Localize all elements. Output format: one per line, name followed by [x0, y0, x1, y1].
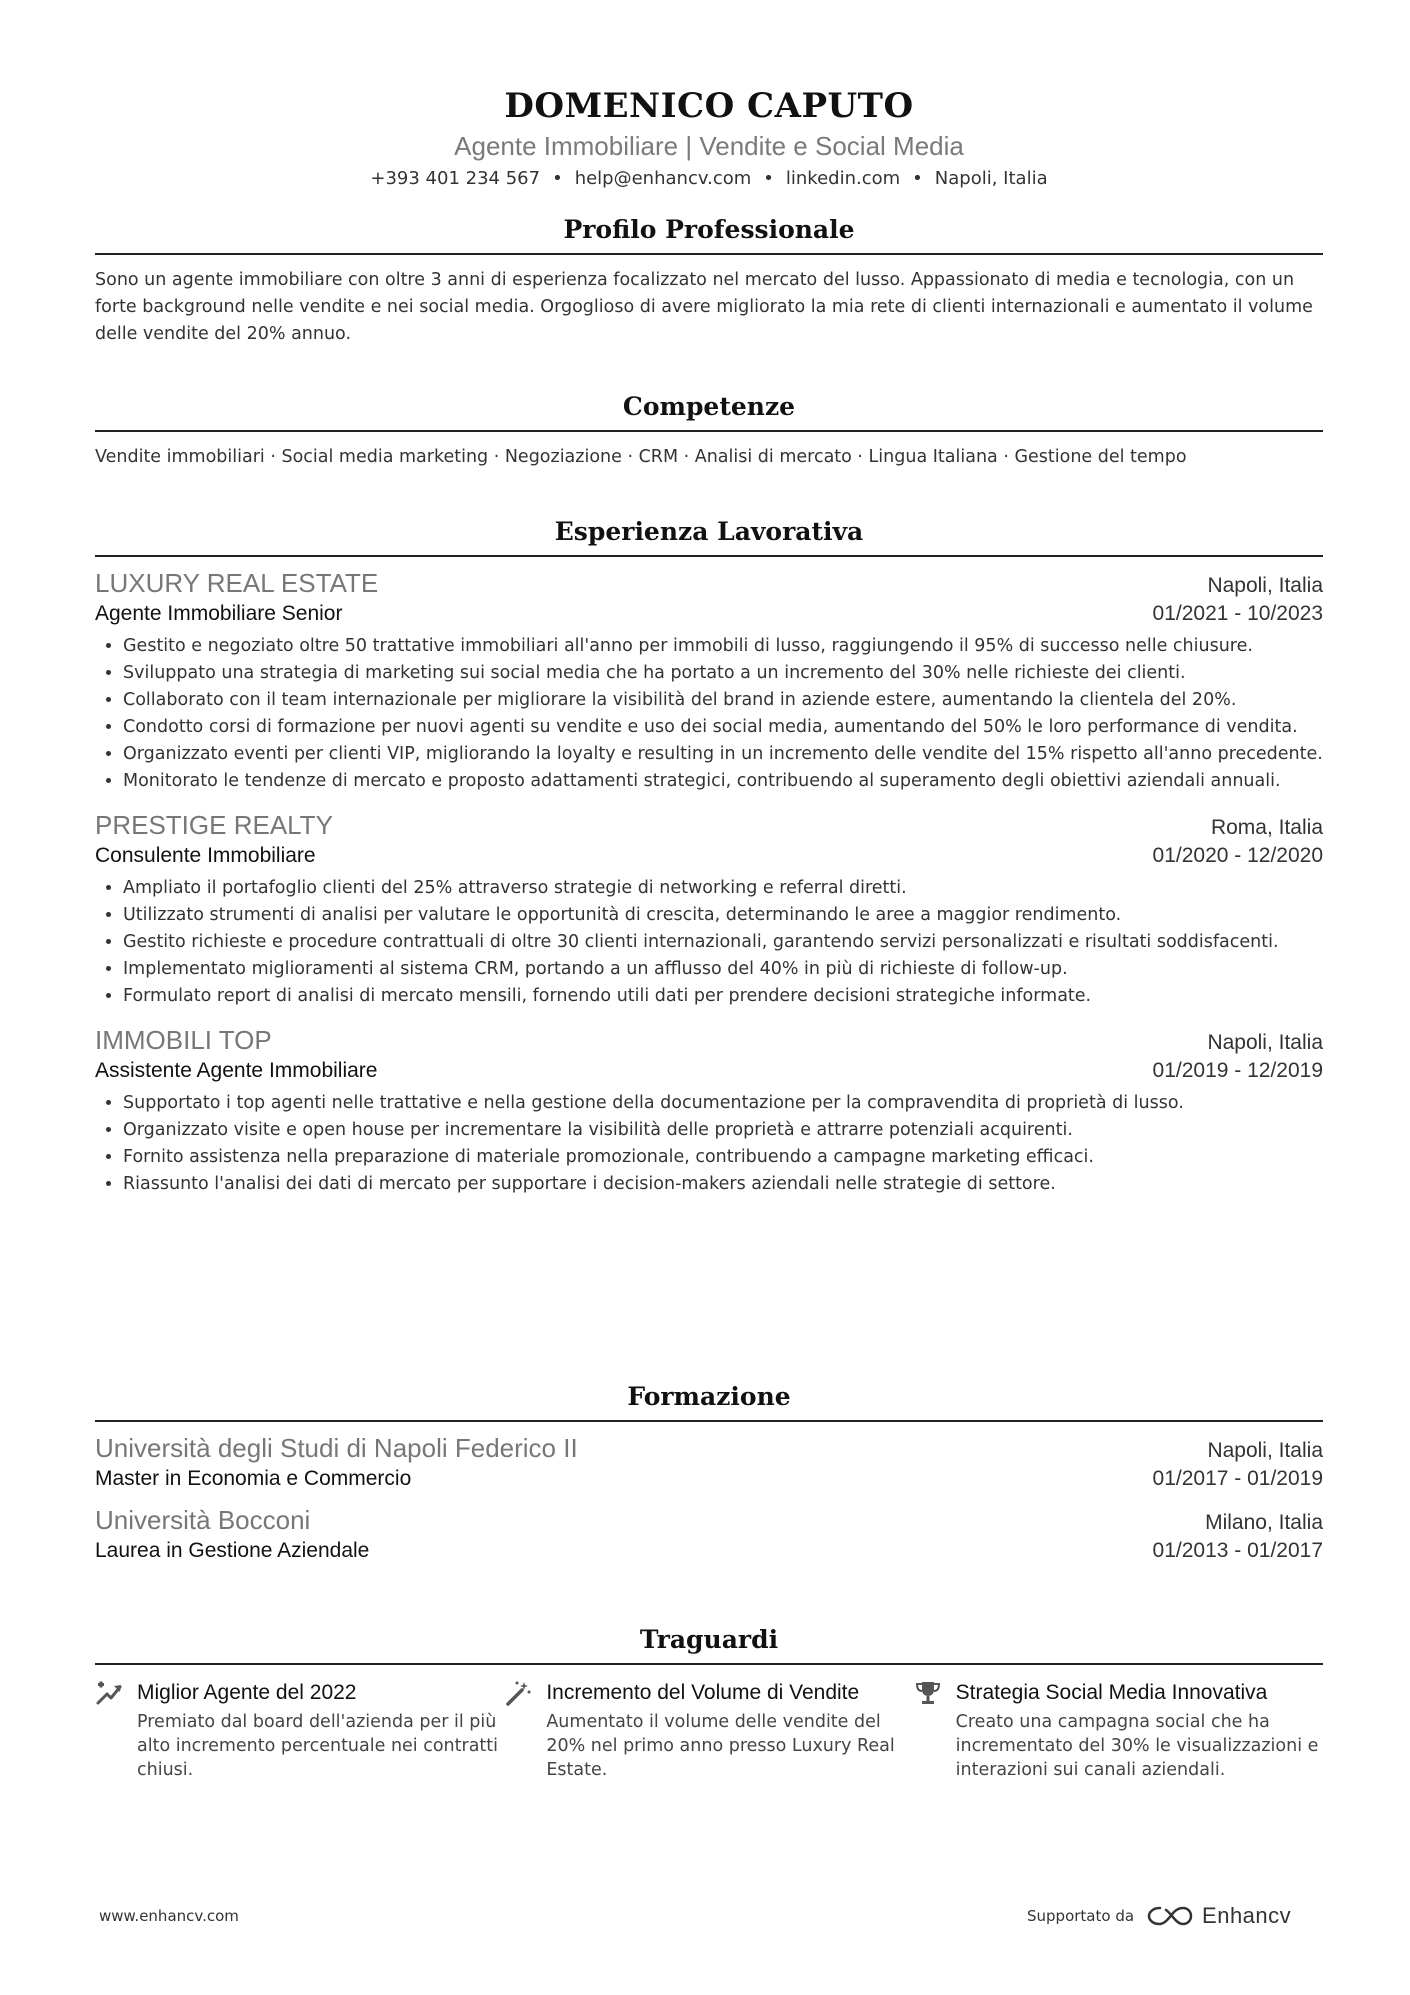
achievement-item	[504, 1679, 913, 1782]
bullet-item: • Organizzato eventi per clienti VIP, migliorando la loyalty e resulting in un incremento delle vendite del 15% rispetto all'anno precedente.	[123, 741, 1323, 768]
bullet-item: • Monitorato le tendenze di mercato e proposto adattamenti strategici, contribuendo al superamento degli obiettivi aziendali annuali.	[123, 768, 1323, 795]
skills-section	[95, 391, 1323, 471]
achievement-title: Miglior Agente del 2022	[137, 1681, 357, 1704]
section-title-education: Formazione	[95, 1381, 1323, 1422]
school-name: Università degli Studi di Napoli Federico II	[95, 1433, 578, 1463]
bullet-separator: •	[763, 168, 774, 189]
candidate-name: DOMENICO CAPUTO	[504, 86, 914, 126]
bullet-item: • Supportato i top agenti nelle trattative e nella gestione della documentazione per la compravendita di proprietà di lusso.	[123, 1090, 1323, 1117]
degree: Laurea in Gestione Aziendale	[95, 1539, 370, 1562]
bullet-item: • Organizzato visite e open house per incrementare la visibilità delle proprietà e attrarre potenziali acquirenti.	[123, 1117, 1323, 1144]
education-dates: 01/2013 - 01/2017	[1152, 1539, 1323, 1562]
bullet-separator: •	[552, 168, 563, 189]
bullet-item: • Ampliato il portafoglio clienti del 25% attraverso strategie di networking e referral diretti.	[123, 875, 1323, 902]
bullet-item: • Formulato report di analisi di mercato mensili, fornendo utili dati per prendere decisioni strategiche informate.	[123, 983, 1323, 1010]
school-location: Milano, Italia	[1205, 1511, 1323, 1534]
achievement-description: Premiato dal board dell'azienda per il più alto incremento percentuale nei contratti chiusi.	[137, 1712, 499, 1780]
company-name: LUXURY REAL ESTATE	[95, 568, 379, 598]
bullet-item: • Condotto corsi di formazione per nuovi agenti su vendite e uso dei social media, aumentando del 50% le loro performance di vendita.	[123, 714, 1323, 741]
job-role: Assistente Agente Immobiliare	[95, 1059, 378, 1082]
bullet-separator: •	[912, 168, 923, 189]
company-name: IMMOBILI TOP	[95, 1025, 272, 1055]
bullet-item: • Implementato miglioramenti al sistema CRM, portando a un afflusso del 40% in più di richieste di follow-up.	[123, 956, 1323, 983]
education-section	[95, 1381, 1323, 1566]
job-entry	[95, 1024, 1323, 1198]
bullet-item: • Fornito assistenza nella preparazione di materiale promozionale, contribuendo a campagne marketing efficaci.	[123, 1144, 1323, 1171]
job-entry	[95, 809, 1323, 1010]
school-location: Napoli, Italia	[1207, 1439, 1323, 1462]
bullet-item: • Utilizzato strumenti di analisi per valutare le opportunità di crescita, determinando le aree a maggior rendimento.	[123, 902, 1323, 929]
section-title-achievements: Traguardi	[95, 1624, 1323, 1665]
company-name: PRESTIGE REALTY	[95, 810, 333, 840]
achievements-grid	[95, 1679, 1323, 1782]
experience-section	[95, 516, 1323, 1198]
achievement-title: Strategia Social Media Innovativa	[955, 1681, 1268, 1704]
section-title-skills: Competenze	[95, 391, 1323, 432]
education-entry	[95, 1432, 1323, 1494]
footer-brand	[1027, 1903, 1291, 1929]
job-bullets	[95, 633, 1323, 795]
resume-page	[95, 0, 1323, 1780]
bullet-item: • Collaborato con il team internazionale per migliorare la visibilità del brand in aziende estere, aumentando la clientela del 20%.	[123, 687, 1323, 714]
skills-list: Vendite immobiliari · Social media marketing · Negoziazione · CRM · Analisi di mercato · Lingua Italiana · Gestione del tempo	[95, 447, 1187, 467]
enhancv-logo-icon	[1146, 1904, 1194, 1928]
education-entry	[95, 1504, 1323, 1566]
achievement-item	[95, 1679, 504, 1782]
bullet-item: • Gestito e negoziato oltre 50 trattative immobiliari all'anno per immobili di lusso, raggiungendo il 95% di successo nelle chiusure.	[123, 633, 1323, 660]
achievement-description: Aumentato il volume delle vendite del 20% nel primo anno presso Luxury Real Estate.	[546, 1712, 895, 1780]
job-location: Napoli, Italia	[1207, 574, 1323, 597]
phone[interactable]: +393 401 234 567	[370, 168, 541, 189]
bullet-item: • Sviluppato una strategia di marketing sui social media che ha portato a un incremento del 30% nelle richieste dei clienti.	[123, 660, 1323, 687]
job-dates: 01/2020 - 12/2020	[1152, 844, 1323, 867]
resume-header	[95, 0, 1323, 190]
job-dates: 01/2021 - 10/2023	[1152, 602, 1323, 625]
job-role: Agente Immobiliare Senior	[95, 602, 343, 625]
bullet-item: • Riassunto l'analisi dei dati di mercato per supportare i decision-makers aziendali nelle strategie di settore.	[123, 1171, 1323, 1198]
contact-line	[95, 168, 1323, 190]
achievement-item	[914, 1679, 1323, 1782]
job-location: Roma, Italia	[1210, 816, 1323, 839]
growth-icon	[95, 1679, 123, 1707]
section-title-profile: Profilo Professionale	[95, 214, 1323, 255]
linkedin-link[interactable]: linkedin.com	[785, 168, 901, 189]
profile-summary: Sono un agente immobiliare con oltre 3 anni di esperienza focalizzato nel mercato del lusso. Appassionato di media e tecnologia, con un forte background nelle vendite e nei social media. Orgoglioso di avere migliorato la mia rete di clienti internazionali e aumentato il volume delle vendite del 20% annuo.	[95, 270, 1313, 344]
profile-section	[95, 214, 1323, 348]
education-dates: 01/2017 - 01/2019	[1152, 1467, 1323, 1490]
school-name: Università Bocconi	[95, 1505, 311, 1535]
job-location: Napoli, Italia	[1207, 1031, 1323, 1054]
bullet-item: • Gestito richieste e procedure contrattuali di oltre 30 clienti internazionali, garantendo servizi personalizzati e risultati soddisfacenti.	[123, 929, 1323, 956]
location: Napoli, Italia	[934, 168, 1048, 189]
section-title-experience: Esperienza Lavorativa	[95, 516, 1323, 557]
job-bullets	[95, 875, 1323, 1010]
job-dates: 01/2019 - 12/2019	[1152, 1059, 1323, 1082]
candidate-headline: Agente Immobiliare | Vendite e Social Media	[454, 131, 964, 161]
degree: Master in Economia e Commercio	[95, 1467, 412, 1490]
achievements-section	[95, 1624, 1323, 1782]
trophy-icon	[914, 1679, 942, 1707]
footer-website[interactable]: www.enhancv.com	[99, 1907, 239, 1925]
powered-by-label: Supportato da	[1027, 1907, 1135, 1925]
magic-wand-icon	[504, 1679, 532, 1707]
achievement-description: Creato una campagna social che ha incrementato del 30% le visualizzazioni e interazioni sui canali aziendali.	[955, 1712, 1319, 1780]
job-bullets	[95, 1090, 1323, 1198]
job-role: Consulente Immobiliare	[95, 844, 316, 867]
email-link[interactable]: help@enhancv.com	[574, 168, 752, 189]
job-entry	[95, 567, 1323, 795]
achievement-title: Incremento del Volume di Vendite	[546, 1681, 860, 1704]
brand-name: Enhancv	[1202, 1903, 1292, 1928]
